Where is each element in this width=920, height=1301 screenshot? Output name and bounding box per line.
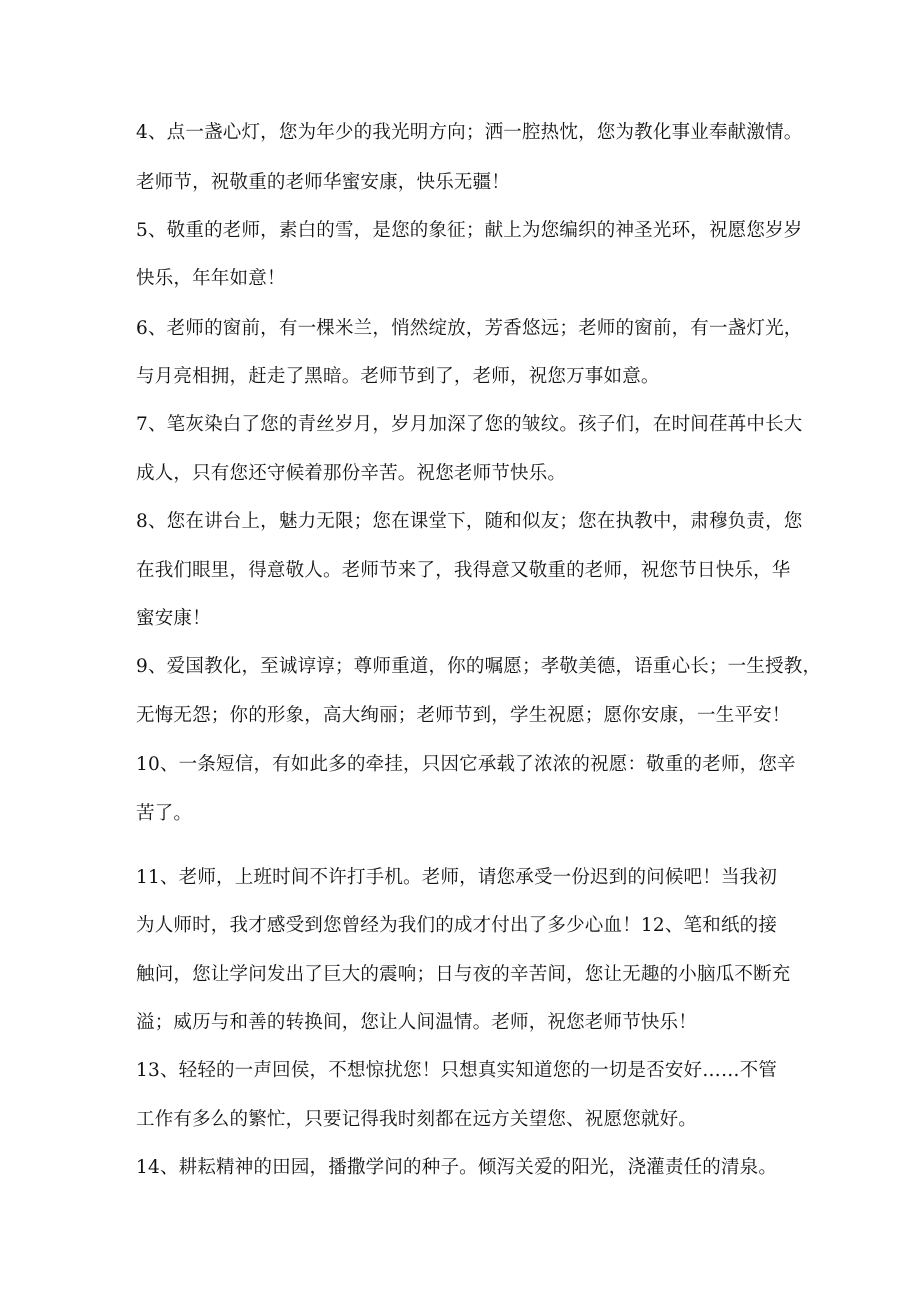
text-line: 6、老师的窗前，有一棵米兰，悄然绽放，芳香悠远；老师的窗前，有一盏灯光， <box>136 318 803 339</box>
text-line: 9、爱国教化，至诚谆谆；尊师重道，你的嘱愿；孝敬美德，语重心长；一生授教， <box>136 656 822 677</box>
text-line: 5、敬重的老师，素白的雪，是您的象征；献上为您编织的神圣光环，祝愿您岁岁 <box>136 220 803 241</box>
text-line: 4、点一盏心灯，您为年少的我光明方向；洒一腔热忱，您为教化事业奉献激情。 <box>136 122 803 143</box>
text-line: 7、笔灰染白了您的青丝岁月，岁月加深了您的皱纹。孩子们，在时间荏苒中长大 <box>136 414 803 435</box>
text-line: 13、轻轻的一声回侯，不想惊扰您！只想真实知道您的一切是否安好……不管 <box>136 1060 778 1081</box>
text-line: 11、老师，上班时间不许打手机。老师，请您承受一份迟到的问候吧！当我初 <box>136 867 778 888</box>
text-line: 触问，您让学问发出了巨大的震响；日与夜的辛苦间，您让无趣的小脑瓜不断充 <box>136 964 791 985</box>
text-line: 溢；威历与和善的转换间，您让人间温情。老师，祝您老师节快乐！ <box>136 1012 698 1033</box>
text-line: 蜜安康！ <box>136 608 211 629</box>
text-line: 成人，只有您还守候着那份辛苦。祝您老师节快乐。 <box>136 463 567 484</box>
text-line: 8、您在讲台上，魅力无限；您在课堂下，随和似友；您在执教中，肃穆负责，您 <box>136 511 803 532</box>
text-line: 工作有多么的繁忙，只要记得我时刻都在远方关望您、祝愿您就好。 <box>136 1109 698 1130</box>
text-line: 快乐，年年如意！ <box>136 268 286 289</box>
text-line: 在我们眼里，得意敬人。老师节来了，我得意又敬重的老师，祝您节日快乐，华 <box>136 560 791 581</box>
text-line: 为人师时，我才感受到您曾经为我们的成才付出了多少心血！12、笔和纸的接 <box>136 915 778 936</box>
text-line: 苦了。 <box>136 803 193 824</box>
text-line: 10、一条短信，有如此多的牵挂，只因它承载了浓浓的祝愿：敬重的老师，您辛 <box>136 754 796 775</box>
text-line: 无悔无怨；你的形象，高大绚丽；老师节到，学生祝愿；愿你安康，一生平安！ <box>136 705 791 726</box>
text-line: 14、耕耘精神的田园，播撒学问的种子。倾泻关爱的阳光，浇灌责任的清泉。 <box>136 1157 778 1178</box>
text-line: 老师节，祝敬重的老师华蜜安康，快乐无疆！ <box>136 172 511 193</box>
text-line: 与月亮相拥，赶走了黑暗。老师节到了，老师，祝您万事如意。 <box>136 366 660 387</box>
